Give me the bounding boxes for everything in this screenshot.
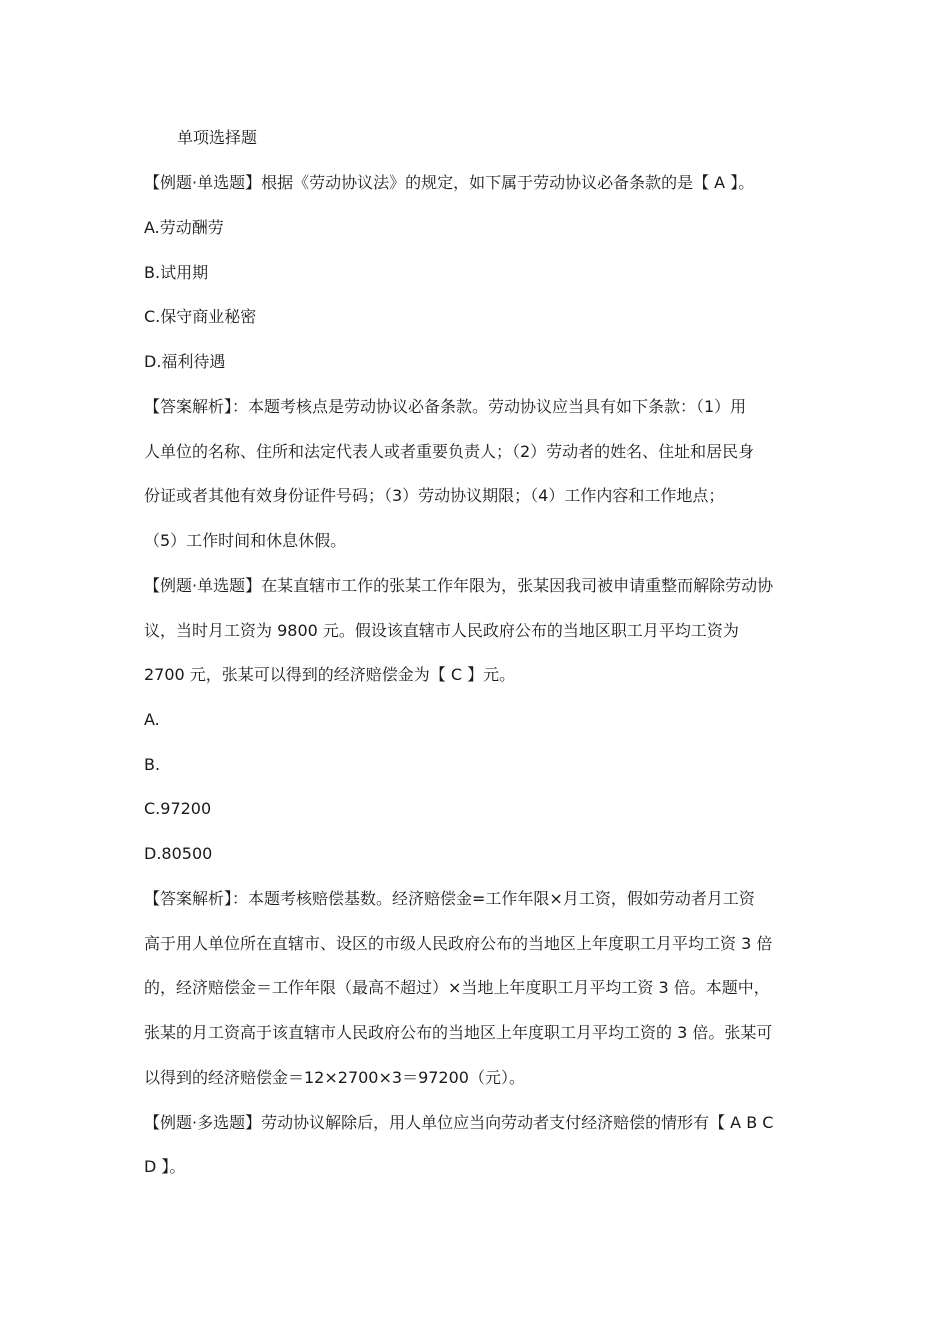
question-3-stem-line: 【例题·多选题】劳动协议解除后，用人单位应当向劳动者支付经济赔偿的情形有【 A B C xyxy=(144,1113,774,1132)
question-1-option-d: D.福利待遇 xyxy=(144,352,226,371)
question-2-analysis-line: 高于用人单位所在直辖市、设区的市级人民政府公布的当地区上年度职工月平均工资 3 倍 xyxy=(144,934,773,953)
question-2-analysis-line: 以得到的经济赔偿金＝12×2700×3＝97200（元）。 xyxy=(144,1068,525,1087)
question-1-analysis-line: 人单位的名称、住所和法定代表人或者重要负责人；（2）劳动者的姓名、住址和居民身 xyxy=(144,442,755,461)
question-2-stem-line: 议，当时月工资为 9800 元。假设该直辖市人民政府公布的当地区职工月平均工资为 xyxy=(144,621,739,640)
question-2-stem-line: 2700 元，张某可以得到的经济赔偿金为【 C 】元。 xyxy=(144,665,516,684)
question-1-stem: 【例题·单选题】根据《劳动协议法》的规定，如下属于劳动协议必备条款的是【 A 】。 xyxy=(144,173,755,192)
question-1-option-b: B.试用期 xyxy=(144,263,209,282)
question-2-option-a: A. xyxy=(144,710,160,729)
question-2-analysis-line: 的，经济赔偿金＝工作年限（最高不超过）×当地上年度职工月平均工资 3 倍。本题中， xyxy=(144,978,770,997)
question-2-analysis-line: 【答案解析】：本题考核赔偿基数。经济赔偿金=工作年限×月工资，假如劳动者月工资 xyxy=(144,889,755,908)
question-1-analysis-line: （5）工作时间和休息休假。 xyxy=(144,531,347,550)
question-1-option-c: C.保守商业秘密 xyxy=(144,307,257,326)
question-2-option-d: D.80500 xyxy=(144,844,213,863)
section-title: 单项选择题 xyxy=(177,128,258,147)
question-1-analysis-line: 份证或者其他有效身份证件号码；（3）劳动协议期限；（4）工作内容和工作地点； xyxy=(144,486,725,505)
question-3-stem-line: D 】。 xyxy=(144,1157,186,1176)
question-2-stem-line: 【例题·单选题】在某直辖市工作的张某工作年限为，张某因我司被申请重整而解除劳动协 xyxy=(144,576,774,595)
question-2-option-b: B. xyxy=(144,755,161,774)
question-1-analysis-line: 【答案解析】：本题考核点是劳动协议必备条款。劳动协议应当具有如下条款：（1）用 xyxy=(144,397,747,416)
question-2-option-c: C.97200 xyxy=(144,799,212,818)
question-2-analysis-line: 张某的月工资高于该直辖市人民政府公布的当地区上年度职工月平均工资的 3 倍。张某可 xyxy=(144,1023,773,1042)
question-1-option-a: A.劳动酬劳 xyxy=(144,218,224,237)
